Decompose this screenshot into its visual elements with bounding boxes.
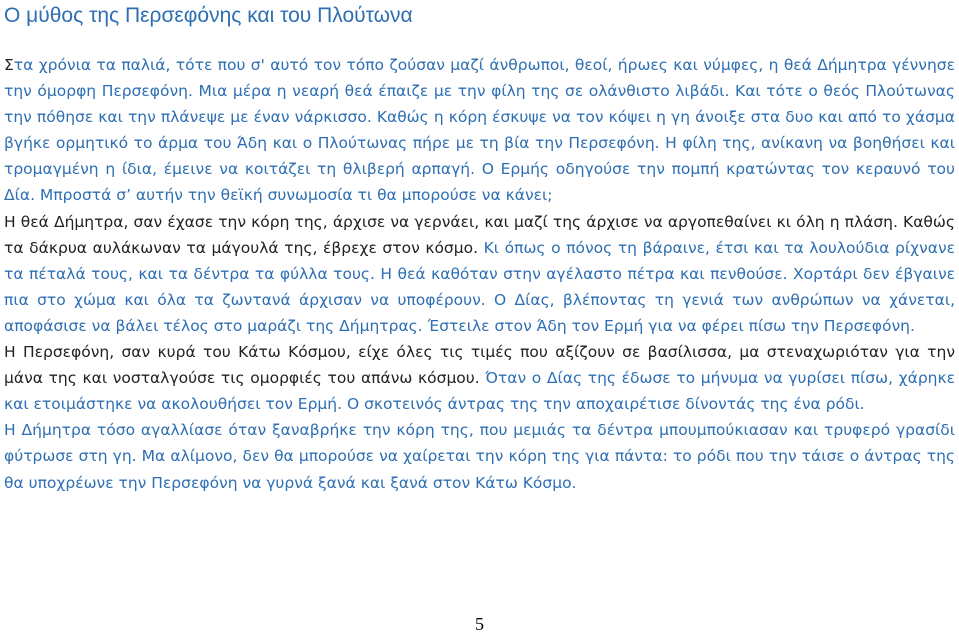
paragraph-3 [4, 339, 955, 417]
first-letter: Σ [4, 56, 14, 74]
paragraph-4-text: Η Δήμητρα τόσο αγαλλίασε όταν ξαναβρήκε την κόρη της, που μεμιάς τα δέντρα μπουμπούκιασαν και τρυφερό γρασίδι φύτρωσε στη γη. Μα αλίμονο, δεν θα μπορούσε να χαίρεται την κόρη της για πάντα: το ρόδι που την τάισε ο άντρας της θα υποχρέωνε την Περσεφόνη να γυρνά ξανά και ξανά στον Κάτω Κόσμο. [4, 421, 955, 492]
page-title: Ο μύθος της Περσεφόνης και του Πλούτωνα [4, 4, 413, 27]
paragraph-1-text: τα χρόνια τα παλιά, τότε που σ' αυτό τον τόπο ζούσαν μαζί άνθρωποι, θεοί, ήρωες και νύμφες, η θεά Δήμητρα γέννησε την όμορφη Περσεφόνη. Μια μέρα η νεαρή θεά έπαιζε με την φίλη της σε ολάνθιστο λιβάδι. Και τότε ο θεός Πλούτωνας την πόθησε και την πλάνεψε με έναν νάρκισσο. Καθώς η κόρη έσκυψε να τον κόψει η γη άνοιξε στα δυο και από το χάσμα βγήκε ορμητικό το άρμα του Άδη και ο Πλούτωνας πήρε με τη βία την Περσεφόνη. Η φίλη της, ανίκανη να βοηθήσει και τρομαγμένη η ίδια, έμεινε να κοιτάζει τη θλιβερή αρπαγή. Ο Ερμής οδηγούσε την πομπή κρατώντας τον κεραυνό του Δία. Μπροστά σ’ αυτήν την θεϊκή συνωμοσία τι θα μπορούσε να κάνει; [4, 56, 955, 205]
story-body [4, 52, 955, 496]
paragraph-1 [4, 52, 955, 209]
paragraph-2-blue-text: Κι όπως ο πόνος τη βάραινε, έτσι και τα λουλούδια ρίχνανε τα πέταλά τους, και τα δέντρα τα φύλλα τους. Η θεά καθόταν στην αγέλαστο πέτρα και πενθούσε. Χορτάρι δεν έβγαινε πια στο χώμα και όλα τα ζωντανά άρχισαν να υποφέρουν. Ο Δίας, βλέποντας τη γενιά των ανθρώπων να χάνεται, αποφάσισε να βάλει τέλος στο μαράζι της Δήμητρας. Έστειλε στον Άδη τον Ερμή για να φέρει πίσω την Περσεφόνη. [4, 238, 955, 335]
paragraph-2-dark-text: Η θεά Δήμητρα, σαν έχασε την κόρη της, άρχισε να γερνάει, και μαζί της άρχισε να αργοπεθαίνει κι όλη η πλάση. Καθώς τα δάκρυα αυλάκωναν τα μάγουλά της, έβρεχε στον κόσμο. [4, 212, 955, 257]
paragraph-3-dark-text: Η Περσεφόνη, σαν κυρά του Κάτω Κόσμου, είχε όλες τις τιμές που αξίζουν σε βασίλισσα, μα στεναχωριόταν για την μάνα της και νοσταλγούσε τις ομορφιές του απάνω κόσμου. [4, 343, 955, 388]
paragraph-2 [4, 209, 955, 339]
paragraph-4 [4, 417, 955, 495]
page-number: 5 [475, 614, 484, 634]
document-page [4, 0, 955, 636]
paragraph-3-blue-text: Όταν ο Δίας της έδωσε το μήνυμα να γυρίσει πίσω, χάρηκε και ετοιμάστηκε να ακολουθήσει τον Ερμή. Ο σκοτεινός άντρας της την αποχαιρέτισε δίνοντάς της ένα ρόδι. [4, 369, 955, 414]
